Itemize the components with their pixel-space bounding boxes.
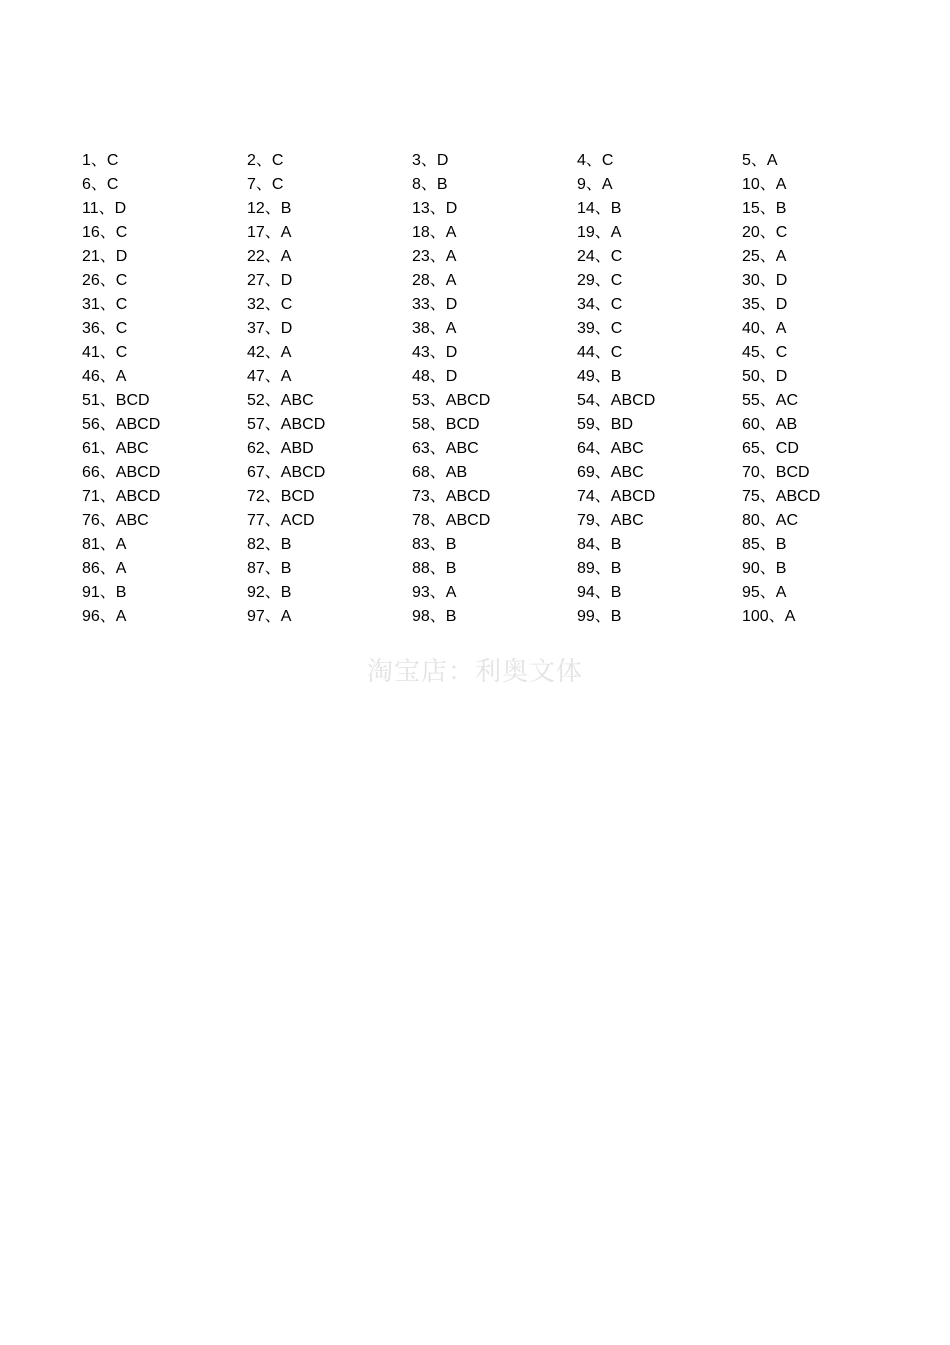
answer-item: 35、D [742, 296, 788, 313]
answer-item: 64、ABC [577, 440, 644, 457]
answer-item: 56、ABCD [82, 416, 161, 433]
answer-item: 72、BCD [247, 488, 315, 505]
answer-item: 70、BCD [742, 464, 810, 481]
answer-item: 39、C [577, 320, 623, 337]
answer-item: 6、C [82, 176, 119, 193]
answer-item: 20、C [742, 224, 788, 241]
answer-item: 95、A [742, 584, 787, 601]
answer-item: 93、A [412, 584, 457, 601]
answer-item: 26、C [82, 272, 128, 289]
answer-key-grid [82, 149, 922, 629]
answer-item: 15、B [742, 200, 787, 217]
answer-item: 100、A [742, 608, 796, 625]
answer-item: 59、BD [577, 416, 634, 433]
answer-item: 4、C [577, 152, 614, 169]
answer-item: 65、CD [742, 440, 799, 457]
answer-item: 83、B [412, 536, 457, 553]
answer-item: 62、ABD [247, 440, 314, 457]
answer-item: 52、ABC [247, 392, 314, 409]
answer-item: 67、ABCD [247, 464, 326, 481]
answer-item: 33、D [412, 296, 458, 313]
answer-item: 14、B [577, 200, 622, 217]
answer-item: 63、ABC [412, 440, 479, 457]
answer-item: 49、B [577, 368, 622, 385]
answer-item: 43、D [412, 344, 458, 361]
answer-item: 74、ABCD [577, 488, 656, 505]
answer-item: 19、A [577, 224, 622, 241]
answer-item: 57、ABCD [247, 416, 326, 433]
answer-item: 71、ABCD [82, 488, 161, 505]
answer-item: 88、B [412, 560, 457, 577]
answer-item: 84、B [577, 536, 622, 553]
answer-item: 10、A [742, 176, 787, 193]
answer-item: 82、B [247, 536, 292, 553]
answer-item: 40、A [742, 320, 787, 337]
answer-item: 89、B [577, 560, 622, 577]
answer-item: 11、D [82, 200, 127, 217]
answer-item: 76、ABC [82, 512, 149, 529]
answer-item: 47、A [247, 368, 292, 385]
answer-item: 7、C [247, 176, 284, 193]
answer-item: 22、A [247, 248, 292, 265]
answer-item: 73、ABCD [412, 488, 491, 505]
answer-item: 28、A [412, 272, 457, 289]
answer-item: 53、ABCD [412, 392, 491, 409]
answer-item: 29、C [577, 272, 623, 289]
answer-item: 55、AC [742, 392, 799, 409]
answer-item: 99、B [577, 608, 622, 625]
answer-item: 51、BCD [82, 392, 150, 409]
answer-item: 44、C [577, 344, 623, 361]
answer-item: 34、C [577, 296, 623, 313]
answer-item: 81、A [82, 536, 127, 553]
answer-item: 13、D [412, 200, 458, 217]
answer-item: 36、C [82, 320, 128, 337]
answer-item: 30、D [742, 272, 788, 289]
answer-item: 77、ACD [247, 512, 315, 529]
answer-item: 1、C [82, 152, 119, 169]
answer-item: 48、D [412, 368, 458, 385]
answer-item: 87、B [247, 560, 292, 577]
answer-item: 58、BCD [412, 416, 480, 433]
answer-item: 25、A [742, 248, 787, 265]
answer-item: 38、A [412, 320, 457, 337]
answer-item: 41、C [82, 344, 128, 361]
answer-item: 12、B [247, 200, 292, 217]
answer-item: 42、A [247, 344, 292, 361]
answer-item: 17、A [247, 224, 292, 241]
answer-item: 61、ABC [82, 440, 149, 457]
answer-item: 45、C [742, 344, 788, 361]
answer-item: 5、A [742, 152, 778, 169]
answer-item: 8、B [412, 176, 448, 193]
answer-item: 92、B [247, 584, 292, 601]
answer-item: 54、ABCD [577, 392, 656, 409]
answer-item: 75、ABCD [742, 488, 821, 505]
answer-item: 2、C [247, 152, 284, 169]
answer-item: 21、D [82, 248, 128, 265]
answer-item: 79、ABC [577, 512, 644, 529]
answer-item: 68、AB [412, 464, 468, 481]
answer-item: 60、AB [742, 416, 798, 433]
answer-item: 80、AC [742, 512, 799, 529]
answer-item: 18、A [412, 224, 457, 241]
answer-item: 16、C [82, 224, 128, 241]
answer-item: 24、C [577, 248, 623, 265]
answer-item: 50、D [742, 368, 788, 385]
answer-item: 78、ABCD [412, 512, 491, 529]
answer-item: 91、B [82, 584, 127, 601]
watermark-text: 淘宝店：利奥文体 [366, 657, 583, 687]
answer-item: 98、B [412, 608, 457, 625]
answer-item: 66、ABCD [82, 464, 161, 481]
answer-item: 96、A [82, 608, 127, 625]
answer-item: 97、A [247, 608, 292, 625]
answer-item: 86、A [82, 560, 127, 577]
answer-item: 3、D [412, 152, 449, 169]
answer-item: 37、D [247, 320, 293, 337]
answer-item: 31、C [82, 296, 128, 313]
answer-item: 9、A [577, 176, 613, 193]
answer-item: 85、B [742, 536, 787, 553]
answer-item: 46、A [82, 368, 127, 385]
answer-item: 27、D [247, 272, 293, 289]
answer-item: 69、ABC [577, 464, 644, 481]
answer-item: 23、A [412, 248, 457, 265]
answer-item: 94、B [577, 584, 622, 601]
answer-item: 90、B [742, 560, 787, 577]
answer-item: 32、C [247, 296, 293, 313]
